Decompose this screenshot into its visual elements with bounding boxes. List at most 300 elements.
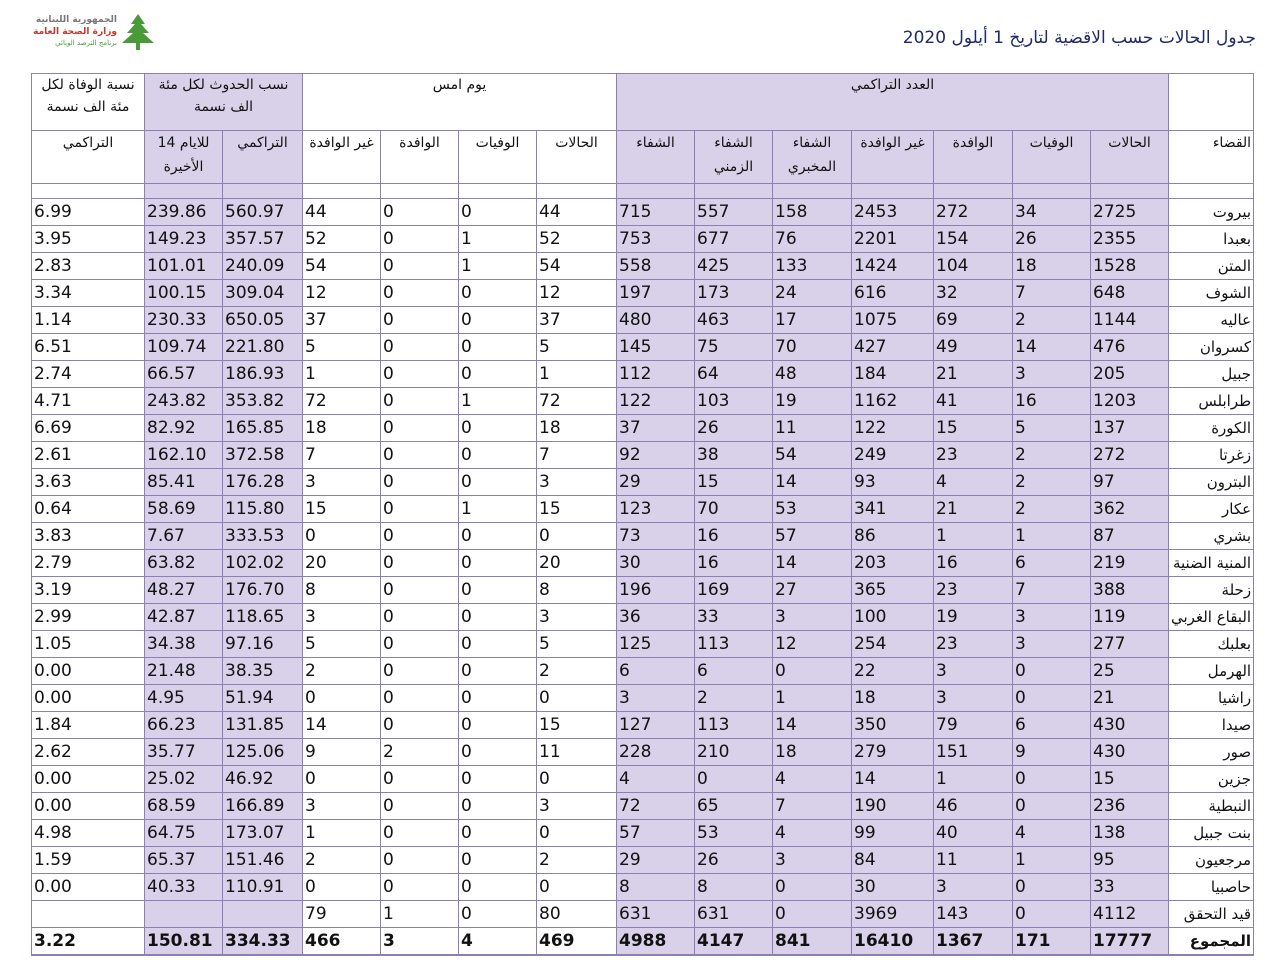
- table-cell: 9: [303, 739, 381, 766]
- table-cell: 8: [617, 874, 695, 901]
- table-cell: 427: [852, 334, 934, 361]
- table-cell: 85.41: [145, 469, 223, 496]
- table-cell: 41: [934, 388, 1013, 415]
- table-cell: 1: [537, 361, 617, 388]
- spacer-cell: [1091, 184, 1169, 199]
- col-recovered-time: الشفاء الزمني: [695, 131, 773, 184]
- table-cell: 0: [381, 550, 459, 577]
- table-cell: 2: [1013, 496, 1091, 523]
- table-cell: 2725: [1091, 199, 1169, 226]
- table-cell: 6: [617, 658, 695, 685]
- district-cell: قيد التحقق: [1169, 901, 1254, 928]
- table-cell: 365: [852, 577, 934, 604]
- logo-line-3: برنامج الترصد الوبائي: [55, 39, 117, 47]
- table-cell: 0: [1013, 874, 1091, 901]
- table-cell: 154: [934, 226, 1013, 253]
- table-cell: 51.94: [223, 685, 303, 712]
- table-cell: 4: [934, 469, 1013, 496]
- table-cell: 0: [381, 874, 459, 901]
- table-cell: 36: [617, 604, 695, 631]
- table-cell: 65: [695, 793, 773, 820]
- table-cell: 210: [695, 739, 773, 766]
- table-cell: 75: [695, 334, 773, 361]
- table-cell: 2: [303, 658, 381, 685]
- table-row: [32, 469, 1254, 496]
- table-cell: 230.33: [145, 307, 223, 334]
- table-row: [32, 550, 1254, 577]
- table-cell: 69: [934, 307, 1013, 334]
- table-cell: 480: [617, 307, 695, 334]
- table-cell: 37: [303, 307, 381, 334]
- table-cell: 341: [852, 496, 934, 523]
- table-cell: 0: [537, 685, 617, 712]
- table-cell: 95: [1091, 847, 1169, 874]
- table-cell: 190: [852, 793, 934, 820]
- table-cell: 0: [381, 334, 459, 361]
- table-cell: 97.16: [223, 631, 303, 658]
- table-cell: 8: [537, 577, 617, 604]
- table-cell: 3: [303, 469, 381, 496]
- district-cell: عاليه: [1169, 307, 1254, 334]
- table-cell: 26: [1013, 226, 1091, 253]
- table-cell: 650.05: [223, 307, 303, 334]
- table-cell: 100.15: [145, 280, 223, 307]
- table-cell: 125: [617, 631, 695, 658]
- table-cell: 64.75: [145, 820, 223, 847]
- table-cell: 19: [934, 604, 1013, 631]
- table-cell: 388: [1091, 577, 1169, 604]
- table-cell: 0: [381, 523, 459, 550]
- district-cell: بيروت: [1169, 199, 1254, 226]
- table-cell: 0: [381, 253, 459, 280]
- table-cell: 17777: [1091, 928, 1169, 956]
- table-row: [32, 604, 1254, 631]
- table-cell: 0: [381, 388, 459, 415]
- table-cell: 34.38: [145, 631, 223, 658]
- table-cell: 115.80: [223, 496, 303, 523]
- table-cell: 44: [303, 199, 381, 226]
- table-cell: 8: [303, 577, 381, 604]
- table-cell: 0.00: [32, 685, 145, 712]
- spacer-cell: [223, 184, 303, 199]
- table-cell: 3: [934, 685, 1013, 712]
- table-cell: [145, 901, 223, 928]
- col-incidence-cumulative: التراكمي: [223, 131, 303, 184]
- table-cell: 48: [773, 361, 852, 388]
- table-cell: 1: [1013, 523, 1091, 550]
- table-cell: 197: [617, 280, 695, 307]
- table-cell: 6: [1013, 550, 1091, 577]
- table-cell: 131.85: [223, 712, 303, 739]
- table-cell: 37: [537, 307, 617, 334]
- table-cell: 463: [695, 307, 773, 334]
- table-row: [32, 496, 1254, 523]
- table-cell: 648: [1091, 280, 1169, 307]
- table-cell: 0: [537, 523, 617, 550]
- table-cell: 0: [381, 712, 459, 739]
- table-cell: 1: [934, 766, 1013, 793]
- table-cell: 0: [537, 874, 617, 901]
- table-cell: 0: [381, 685, 459, 712]
- table-cell: 1162: [852, 388, 934, 415]
- table-cell: 0.00: [32, 874, 145, 901]
- table-cell: 86: [852, 523, 934, 550]
- table-cell: 92: [617, 442, 695, 469]
- spacer-cell: [852, 184, 934, 199]
- table-cell: 97: [1091, 469, 1169, 496]
- group-cumulative: العدد التراكمي: [617, 74, 1169, 131]
- table-cell: 0: [459, 415, 537, 442]
- table-cell: 72: [303, 388, 381, 415]
- table-cell: 40: [934, 820, 1013, 847]
- logo-line-1: الجمهورية اللبنانية: [35, 15, 117, 25]
- table-cell: 186.93: [223, 361, 303, 388]
- district-cell: المنية الضنية: [1169, 550, 1254, 577]
- table-cell: 49: [934, 334, 1013, 361]
- table-cell: 18: [852, 685, 934, 712]
- table-cell: 7: [303, 442, 381, 469]
- spacer-cell: [934, 184, 1013, 199]
- table-cell: 0: [537, 820, 617, 847]
- table-cell: 7: [537, 442, 617, 469]
- table-cell: 70: [695, 496, 773, 523]
- table-cell: 254: [852, 631, 934, 658]
- table-cell: 249: [852, 442, 934, 469]
- table-cell: 58.69: [145, 496, 223, 523]
- table-cell: 14: [773, 550, 852, 577]
- table-cell: 3.95: [32, 226, 145, 253]
- table-cell: 1: [303, 820, 381, 847]
- table-cell: 2355: [1091, 226, 1169, 253]
- table-cell: 0: [381, 820, 459, 847]
- table-cell: 272: [1091, 442, 1169, 469]
- spacer-cell: [459, 184, 537, 199]
- spacer-cell: [773, 184, 852, 199]
- table-cell: 137: [1091, 415, 1169, 442]
- table-cell: 0: [459, 307, 537, 334]
- table-cell: 15: [695, 469, 773, 496]
- table-cell: 1.59: [32, 847, 145, 874]
- table-cell: 1: [303, 361, 381, 388]
- table-cell: 0: [381, 496, 459, 523]
- table-cell: 239.86: [145, 199, 223, 226]
- table-cell: 631: [617, 901, 695, 928]
- group-mortality: نسبة الوفاة لكل مئة الف نسمة: [32, 74, 145, 131]
- table-cell: 6: [1013, 712, 1091, 739]
- table-cell: 25.02: [145, 766, 223, 793]
- table-cell: 54: [537, 253, 617, 280]
- table-cell: 15: [303, 496, 381, 523]
- table-cell: 4.95: [145, 685, 223, 712]
- district-cell: مرجعيون: [1169, 847, 1254, 874]
- table-cell: 52: [537, 226, 617, 253]
- table-cell: 4988: [617, 928, 695, 956]
- col-yesterday-imported: الوافدة: [381, 131, 459, 184]
- table-cell: 21: [1091, 685, 1169, 712]
- table-cell: 20: [537, 550, 617, 577]
- table-cell: 54: [303, 253, 381, 280]
- table-cell: 23: [934, 442, 1013, 469]
- district-cell: بعبدا: [1169, 226, 1254, 253]
- table-cell: 6.69: [32, 415, 145, 442]
- table-cell: 14: [773, 469, 852, 496]
- table-cell: 0: [459, 469, 537, 496]
- table-cell: 0: [381, 199, 459, 226]
- spacer-cell: [303, 184, 381, 199]
- table-cell: 4.71: [32, 388, 145, 415]
- table-row: [32, 820, 1254, 847]
- table-cell: 149.23: [145, 226, 223, 253]
- table-cell: 0: [1013, 658, 1091, 685]
- table-cell: 425: [695, 253, 773, 280]
- table-cell: 145: [617, 334, 695, 361]
- table-cell: 219: [1091, 550, 1169, 577]
- table-cell: 0: [1013, 766, 1091, 793]
- table-cell: 53: [773, 496, 852, 523]
- table-cell: 203: [852, 550, 934, 577]
- table-cell: 2: [1013, 469, 1091, 496]
- table-cell: 430: [1091, 712, 1169, 739]
- district-cell: صيدا: [1169, 712, 1254, 739]
- table-cell: 0: [459, 847, 537, 874]
- table-cell: 151: [934, 739, 1013, 766]
- table-cell: 4: [1013, 820, 1091, 847]
- table-cell: 1: [459, 253, 537, 280]
- table-row: [32, 658, 1254, 685]
- table-cell: 1: [1013, 847, 1091, 874]
- table-cell: 2.79: [32, 550, 145, 577]
- table-cell: 0: [303, 766, 381, 793]
- table-row: [32, 712, 1254, 739]
- col-recovered: الشفاء: [617, 131, 695, 184]
- col-yesterday-local: غير الوافدة: [303, 131, 381, 184]
- table-cell: 2: [695, 685, 773, 712]
- district-cell: البقاع الغربي: [1169, 604, 1254, 631]
- table-cell: 1203: [1091, 388, 1169, 415]
- table-cell: 430: [1091, 739, 1169, 766]
- table-cell: 1367: [934, 928, 1013, 956]
- table-cell: 3.34: [32, 280, 145, 307]
- table-cell: 0: [459, 361, 537, 388]
- table-cell: 616: [852, 280, 934, 307]
- table-cell: 2.61: [32, 442, 145, 469]
- table-cell: 0: [1013, 793, 1091, 820]
- table-cell: 18: [303, 415, 381, 442]
- table-row: [32, 442, 1254, 469]
- table-cell: 25: [1091, 658, 1169, 685]
- table-cell: 11: [934, 847, 1013, 874]
- district-cell: الكورة: [1169, 415, 1254, 442]
- table-cell: 0: [695, 766, 773, 793]
- col-yesterday-cases: الحالات: [537, 131, 617, 184]
- table-cell: 228: [617, 739, 695, 766]
- table-cell: 1.84: [32, 712, 145, 739]
- group-incidence: نسب الحدوث لكل مئة الف نسمة: [145, 74, 303, 131]
- table-row: [32, 415, 1254, 442]
- district-cell: المجموع: [1169, 928, 1254, 956]
- table-cell: 133: [773, 253, 852, 280]
- table-cell: 350: [852, 712, 934, 739]
- table-cell: 0: [1013, 901, 1091, 928]
- table-cell: 79: [303, 901, 381, 928]
- table-cell: 0.00: [32, 793, 145, 820]
- spacer-cell: [537, 184, 617, 199]
- table-cell: 243.82: [145, 388, 223, 415]
- table-cell: 0: [459, 334, 537, 361]
- ministry-logo: [22, 12, 162, 56]
- table-cell: 372.58: [223, 442, 303, 469]
- table-cell: 15: [1091, 766, 1169, 793]
- table-cell: 753: [617, 226, 695, 253]
- table-cell: 9: [1013, 739, 1091, 766]
- table-cell: 37: [617, 415, 695, 442]
- table-cell: 72: [617, 793, 695, 820]
- table-cell: 7.67: [145, 523, 223, 550]
- table-cell: 5: [537, 334, 617, 361]
- table-cell: 184: [852, 361, 934, 388]
- table-cell: 0.00: [32, 766, 145, 793]
- group-yesterday: يوم امس: [303, 74, 617, 131]
- spacer-cell: [695, 184, 773, 199]
- table-cell: 0.64: [32, 496, 145, 523]
- table-cell: 0: [459, 577, 537, 604]
- district-cell: زحلة: [1169, 577, 1254, 604]
- table-cell: 1: [459, 388, 537, 415]
- table-cell: 0: [773, 658, 852, 685]
- table-cell: 221.80: [223, 334, 303, 361]
- table-cell: 138: [1091, 820, 1169, 847]
- table-cell: 176.70: [223, 577, 303, 604]
- table-cell: 631: [695, 901, 773, 928]
- table-cell: 0: [459, 793, 537, 820]
- table-cell: 34: [1013, 199, 1091, 226]
- table-cell: 0: [381, 631, 459, 658]
- table-cell: 171: [1013, 928, 1091, 956]
- table-cell: 29: [617, 847, 695, 874]
- table-cell: 3: [617, 685, 695, 712]
- table-cell: 23: [934, 577, 1013, 604]
- table-cell: 169: [695, 577, 773, 604]
- table-cell: 125.06: [223, 739, 303, 766]
- table-cell: 82.92: [145, 415, 223, 442]
- table-cell: 205: [1091, 361, 1169, 388]
- table-cell: 3.19: [32, 577, 145, 604]
- table-cell: 3.22: [32, 928, 145, 956]
- table-cell: 3: [303, 793, 381, 820]
- table-cell: 2: [381, 739, 459, 766]
- table-cell: 11: [537, 739, 617, 766]
- table-cell: 240.09: [223, 253, 303, 280]
- table-cell: 76: [773, 226, 852, 253]
- table-cell: 101.01: [145, 253, 223, 280]
- table-cell: 12: [537, 280, 617, 307]
- table-cell: 2: [537, 847, 617, 874]
- table-cell: 0: [459, 658, 537, 685]
- table-cell: 14: [773, 712, 852, 739]
- table-row: [32, 577, 1254, 604]
- col-local: غير الوافدة: [852, 131, 934, 184]
- table-cell: 1.05: [32, 631, 145, 658]
- table-cell: 42.87: [145, 604, 223, 631]
- table-cell: 11: [773, 415, 852, 442]
- table-cell: 2: [303, 847, 381, 874]
- table-cell: 53: [695, 820, 773, 847]
- table-cell: 2453: [852, 199, 934, 226]
- table-cell: [223, 901, 303, 928]
- table-cell: 0: [381, 604, 459, 631]
- table-cell: 4: [617, 766, 695, 793]
- table-cell: 2: [537, 658, 617, 685]
- table-cell: 841: [773, 928, 852, 956]
- district-cell: جبيل: [1169, 361, 1254, 388]
- district-cell: بنت جبيل: [1169, 820, 1254, 847]
- table-cell: 3: [381, 928, 459, 956]
- table-cell: 79: [934, 712, 1013, 739]
- table-cell: 1075: [852, 307, 934, 334]
- table-cell: 44: [537, 199, 617, 226]
- district-cell: كسروان: [1169, 334, 1254, 361]
- table-cell: 0: [459, 820, 537, 847]
- table-cell: 2.83: [32, 253, 145, 280]
- cases-table: [31, 73, 1254, 956]
- table-cell: 35.77: [145, 739, 223, 766]
- table-cell: 122: [617, 388, 695, 415]
- table-cell: 73: [617, 523, 695, 550]
- table-cell: 0: [459, 874, 537, 901]
- table-cell: 4.98: [32, 820, 145, 847]
- table-cell: 5: [1013, 415, 1091, 442]
- table-cell: 236: [1091, 793, 1169, 820]
- table-row: [32, 523, 1254, 550]
- table-cell: 0: [459, 442, 537, 469]
- table-cell: 0: [537, 766, 617, 793]
- table-cell: 123: [617, 496, 695, 523]
- table-cell: 16: [934, 550, 1013, 577]
- table-row: [32, 901, 1254, 928]
- table-cell: 5: [303, 631, 381, 658]
- table-cell: 3: [934, 874, 1013, 901]
- district-cell: طرابلس: [1169, 388, 1254, 415]
- table-cell: 15: [537, 496, 617, 523]
- table-cell: 0: [459, 280, 537, 307]
- table-row: [32, 361, 1254, 388]
- table-cell: 0: [381, 469, 459, 496]
- table-cell: 3: [1013, 631, 1091, 658]
- table-cell: 162.10: [145, 442, 223, 469]
- table-cell: 0: [381, 577, 459, 604]
- table-row: [32, 874, 1254, 901]
- table-row: [32, 199, 1254, 226]
- table-cell: 3: [537, 793, 617, 820]
- table-cell: 87: [1091, 523, 1169, 550]
- table-cell: 165.85: [223, 415, 303, 442]
- table-cell: 0: [381, 226, 459, 253]
- table-cell: 4: [773, 820, 852, 847]
- table-row: [32, 631, 1254, 658]
- table-cell: 2.62: [32, 739, 145, 766]
- table-cell: 3: [934, 658, 1013, 685]
- table-cell: 1424: [852, 253, 934, 280]
- table-cell: 0: [381, 307, 459, 334]
- table-cell: 110.91: [223, 874, 303, 901]
- table-cell: 357.57: [223, 226, 303, 253]
- district-cell: صور: [1169, 739, 1254, 766]
- table-cell: 65.37: [145, 847, 223, 874]
- table-cell: 26: [695, 847, 773, 874]
- table-row: [32, 766, 1254, 793]
- table-cell: 0: [303, 685, 381, 712]
- spacer-cell: [1169, 184, 1254, 199]
